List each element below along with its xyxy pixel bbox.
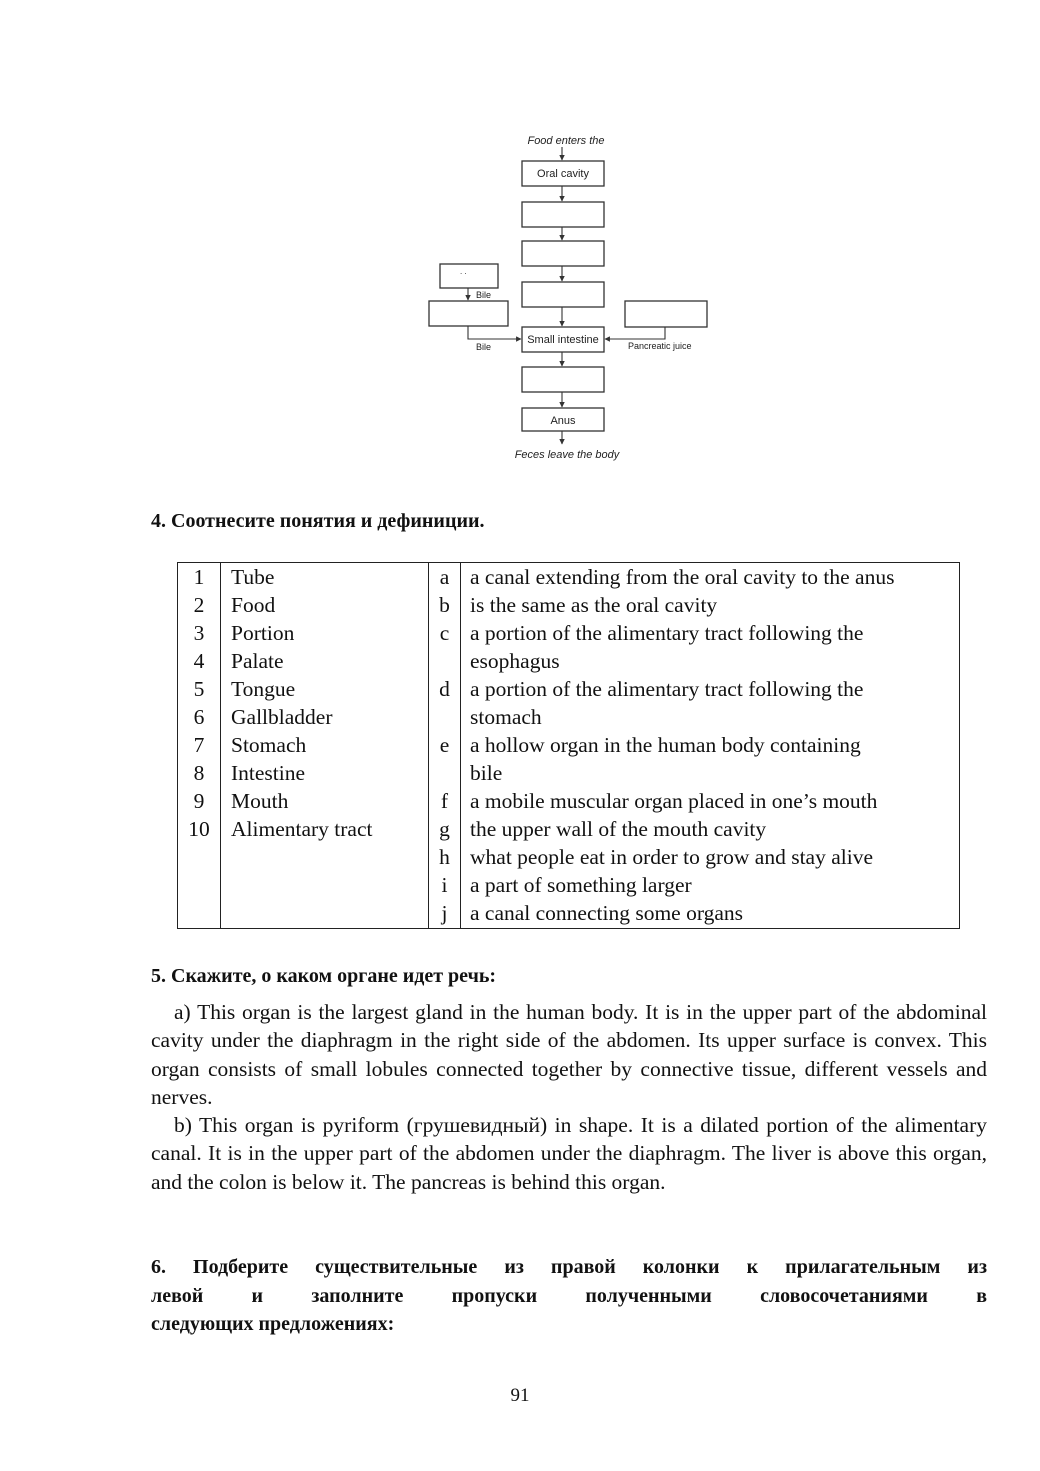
term: Food xyxy=(231,593,276,617)
blank-box-left-bottom xyxy=(429,301,508,326)
term: Tongue xyxy=(231,677,296,701)
def-letter: i xyxy=(441,873,448,897)
def-letter: d xyxy=(439,677,450,701)
paragraph-a-text: a) This organ is the largest gland in the human body. It is in the upper part of the abdominal cavity under the diaphragm in the right side of the abdomen. Its upper surface is convex. This organ consists of small lobules connected together by connective tissue, different vessels and nerves. xyxy=(151,1000,987,1110)
term: Alimentary tract xyxy=(231,817,373,841)
def-letter: f xyxy=(440,789,449,813)
term: Intestine xyxy=(231,761,306,785)
term: Palate xyxy=(231,649,284,673)
term-number: 9 xyxy=(193,789,205,813)
blank-box-3 xyxy=(522,282,604,307)
blank-box-2 xyxy=(522,241,604,266)
definition: a portion of the alimentary tract following the xyxy=(470,621,864,645)
definition: a portion of the alimentary tract following the xyxy=(470,677,864,701)
pancreatic-juice-label: Pancreatic juice xyxy=(628,341,692,351)
term-number: 10 xyxy=(188,817,210,841)
paragraph-b-text: b) This organ is pyriform (грушевидный) in shape. It is a dilated portion of the alimentary canal. It is in the upper part of the abdomen under the diaphragm. The liver is above this organ, and the colon is below it. The pancreas is behind this organ. xyxy=(151,1113,987,1194)
blank-box-left-top xyxy=(440,264,498,288)
term-number: 1 xyxy=(193,565,205,589)
definition-continued: bile xyxy=(470,761,503,785)
oral-cavity-label: Oral cavity xyxy=(537,168,589,180)
term: Gallbladder xyxy=(231,705,333,729)
numbers-column xyxy=(178,563,221,929)
blank-box-4 xyxy=(522,367,604,392)
matching-table xyxy=(177,562,960,929)
task5-paragraph-a xyxy=(151,998,987,1112)
flow-start-label: Food enters the xyxy=(527,135,605,147)
small-intestine-label: Small intestine xyxy=(527,334,599,346)
term-number: 3 xyxy=(193,621,205,645)
digestion-flowchart xyxy=(420,128,720,468)
bile-top-label: Bile xyxy=(476,290,492,300)
blank-box-right xyxy=(625,301,707,327)
definition-continued: stomach xyxy=(470,705,542,729)
definition: a canal extending from the oral cavity to the anus xyxy=(470,565,895,589)
bile-bottom-label: Bile xyxy=(476,342,492,352)
definition: a part of something larger xyxy=(470,873,692,897)
blank-box-1 xyxy=(522,202,604,227)
definitions-column xyxy=(461,563,960,929)
term-number: 5 xyxy=(193,677,205,701)
def-letter: h xyxy=(439,845,450,869)
term-number: 7 xyxy=(193,733,205,757)
flowchart-svg xyxy=(420,128,720,468)
term-number: 4 xyxy=(193,649,205,673)
anus-label: Anus xyxy=(550,415,576,427)
flow-end-label: Feces leave the body xyxy=(514,449,620,461)
def-letter: c xyxy=(439,621,450,645)
term-number: 2 xyxy=(193,593,205,617)
term-number: 8 xyxy=(193,761,205,785)
def-letter: a xyxy=(439,565,450,589)
definition: the upper wall of the mouth cavity xyxy=(470,817,767,841)
definition-continued: esophagus xyxy=(470,649,560,673)
definition: a canal connecting some organs xyxy=(470,901,744,925)
task6-heading-line: 6. Подберите существительные из правой колонки к прилагательным из xyxy=(151,1256,987,1278)
definition: is the same as the oral cavity xyxy=(470,593,718,617)
term: Tube xyxy=(231,565,275,589)
def-letter: b xyxy=(439,593,450,617)
def-letter: g xyxy=(439,817,450,841)
term: Stomach xyxy=(231,733,307,757)
definition: a hollow organ in the human body containing xyxy=(470,733,861,757)
term-number: 6 xyxy=(193,705,205,729)
task5-heading: 5. Скажите, о каком органе идет речь: xyxy=(151,965,497,987)
left-top-box-dots: . . xyxy=(460,267,467,276)
terms-column xyxy=(221,563,429,929)
letters-column xyxy=(429,563,461,929)
task4-heading: 4. Соотнесите понятия и дефиниции. xyxy=(151,510,485,532)
definition: what people eat in order to grow and stay alive xyxy=(470,845,873,869)
page-number: 91 xyxy=(510,1385,530,1406)
task6-heading-line: следующих предложениях: xyxy=(151,1313,395,1335)
task6-heading-line: левой и заполните пропуски полученными словосочетаниями в xyxy=(151,1284,987,1307)
term: Mouth xyxy=(231,789,289,813)
definition: a mobile muscular organ placed in one’s mouth xyxy=(470,789,878,813)
term: Portion xyxy=(231,621,295,645)
def-letter: e xyxy=(439,733,450,757)
task6-heading xyxy=(151,1253,987,1339)
def-letter: j xyxy=(441,901,448,925)
task5-paragraph-b xyxy=(151,1111,987,1196)
